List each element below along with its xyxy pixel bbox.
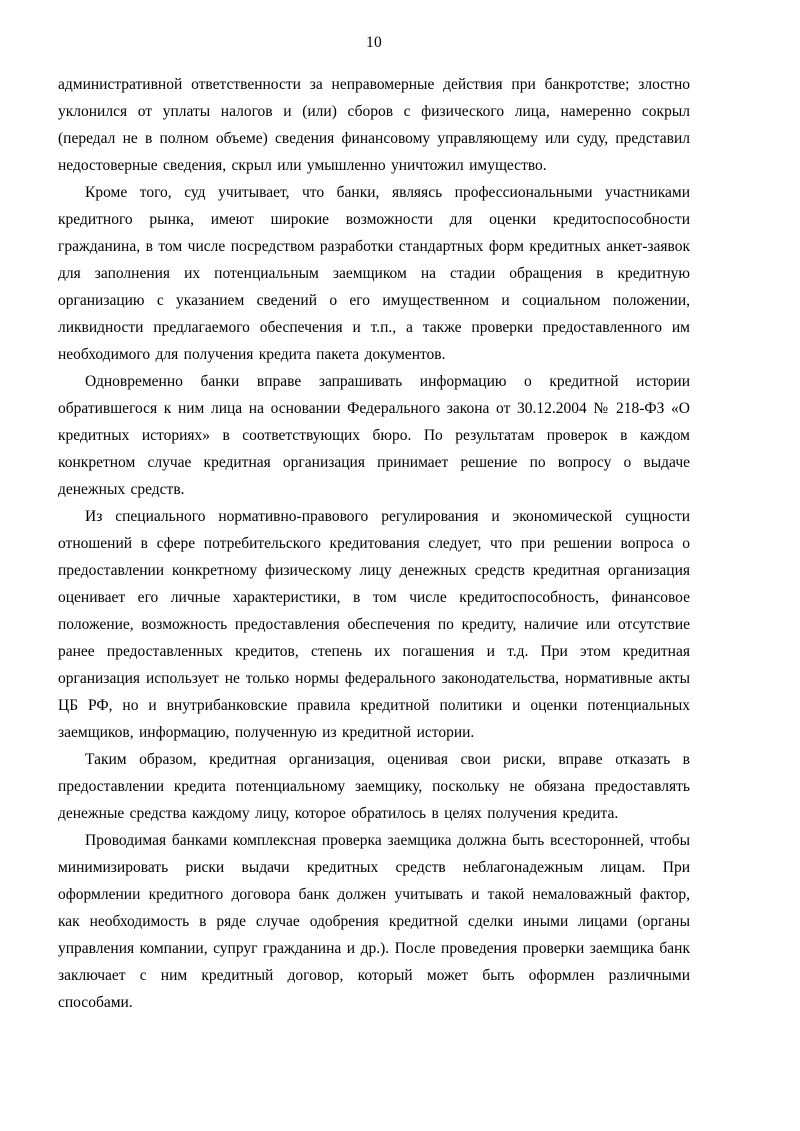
paragraph: Проводимая банками комплексная проверка заемщика должна быть всесторонней, чтобы минимизировать риски выдачи кредитных средств неблагонадежным лицам. При оформлении кредитного договора банк должен учитывать и такой немаловажный фактор, как необходимость в ряде случае одобрения кредитной сделки иными лицами (органы управления компании, супруг гражданина и др.). После проведения проверки заемщика банк заключает с ним кредитный договор, который может быть оформлен различными способами. — [58, 832, 690, 1011]
paragraph: Таким образом, кредитная организация, оценивая свои риски, вправе отказать в предоставлении кредита потенциальному заемщику, поскольку не обязана предоставлять денежные средства каждому лицу, которое обратилось в целях получения кредита. — [58, 751, 690, 822]
page-number: 10 — [366, 34, 382, 51]
paragraph: Одновременно банки вправе запрашивать информацию о кредитной истории обратившегося к ним лица на основании Федерального закона от 30.12.2004 № 218-ФЗ «О кредитных историях» в соответствующих бюро. По результатам проверок в каждом конкретном случае кредитная организация принимает решение по вопросу о выдаче денежных средств. — [58, 373, 690, 498]
page-content — [58, 71, 690, 1016]
paragraph: административной ответственности за неправомерные действия при банкротстве; злостно уклонился от уплаты налогов и (или) сборов с физического лица, намеренно сокрыл (передал не в полном объеме) сведения финансовому управляющему или суду, представил недостоверные сведения, скрыл или умышленно уничтожил имущество. — [58, 76, 690, 174]
paragraph: Из специального нормативно-правового регулирования и экономической сущности отношений в сфере потребительского кредитования следует, что при решении вопроса о предоставлении конкретному физическому лицу денежных средств кредитная организация оценивает его личные характеристики, в том числе кредитоспособность, финансовое положение, возможность предоставления обеспечения по кредиту, наличие или отсутствие ранее предоставленных кредитов, степень их погашения и т.д. При этом кредитная организация использует не только нормы федерального законодательства, нормативные акты ЦБ РФ, но и внутрибанковские правила кредитной политики и оценки потенциальных заемщиков, информацию, полученную из кредитной истории. — [58, 508, 690, 741]
paragraph: Кроме того, суд учитывает, что банки, являясь профессиональными участниками кредитного рынка, имеют широкие возможности для оценки кредитоспособности гражданина, в том числе посредством разработки стандартных форм кредитных анкет-заявок для заполнения их потенциальным заемщиком на стадии обращения в кредитную организацию с указанием сведений о его имущественном и социальном положении, ликвидности предлагаемого обеспечения и т.п., а также проверки предоставленного им необходимого для получения кредита пакета документов. — [58, 184, 690, 363]
